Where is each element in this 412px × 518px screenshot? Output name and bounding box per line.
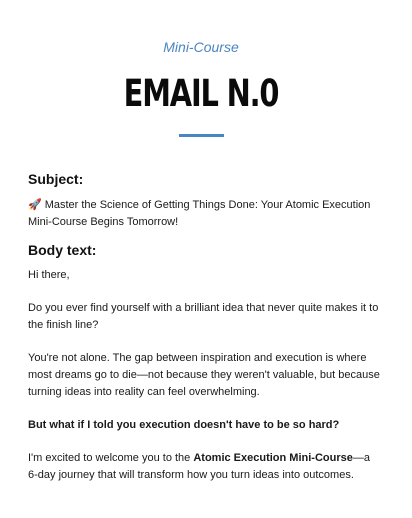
title-divider: [179, 134, 224, 137]
paragraph-4-intro: I'm excited to welcome you to the: [28, 452, 194, 464]
email-content: [28, 170, 380, 484]
paragraph-4-rest: —a 6-day journey that will transform how you turn ideas into outcomes.: [28, 452, 370, 481]
subject-text: Master the Science of Getting Things Done: Your Atomic Execution Mini-Course Begins Tomorrow!: [28, 199, 371, 228]
subject-heading: Subject:: [28, 171, 84, 187]
course-name: Atomic Execution Mini-Course: [193, 452, 353, 464]
body-heading: Body text:: [28, 242, 97, 258]
paragraph-2: You're not alone. The gap between inspiration and execution is where most dreams go to die—not because they weren't valuable, but because turning ideas into reality can feel overwhelming.: [28, 352, 380, 398]
course-kicker: Mini-Course: [163, 39, 239, 55]
paragraph-1: Do you ever find yourself with a brilliant idea that never quite makes it to the finish line?: [28, 302, 379, 331]
greeting: Hi there,: [28, 269, 70, 281]
subject-line: [28, 197, 380, 231]
rocket-icon: 🚀: [28, 199, 42, 211]
page-title: EMAIL N.0: [123, 72, 279, 115]
paragraph-4: [28, 450, 380, 484]
paragraph-3: But what if I told you execution doesn't have to be so hard?: [28, 419, 340, 431]
